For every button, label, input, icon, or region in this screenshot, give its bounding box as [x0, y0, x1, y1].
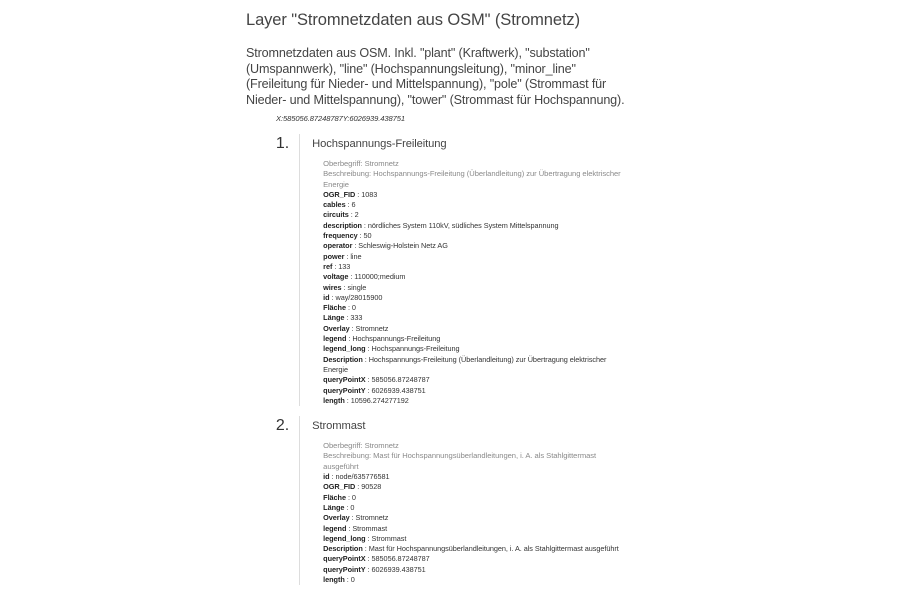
- beschreibung: Beschreibung: Hochspannungs-Freileitung (Überlandleitung) zur Übertragung elektrischer Energie: [323, 169, 621, 189]
- attribute-separator: :: [365, 554, 372, 564]
- attribute-key: length: [323, 395, 345, 405]
- attribute-value: 1083: [361, 189, 378, 199]
- attribute-key: legend: [323, 523, 347, 533]
- attribute-row: [323, 565, 626, 575]
- attribute-separator: :: [346, 334, 353, 344]
- attribute-separator: :: [332, 261, 339, 271]
- attribute-row: [323, 375, 626, 385]
- attribute-key: legend_long: [323, 533, 366, 543]
- attribute-key: queryPointX: [323, 375, 366, 385]
- attribute-separator: :: [345, 200, 352, 210]
- attribute-row: [323, 503, 626, 513]
- attribute-separator: :: [355, 189, 362, 199]
- result-list: [246, 134, 626, 585]
- attribute-row: [323, 575, 626, 585]
- query-coordinates: X:585056.87248787Y:6026939.438751: [276, 114, 406, 123]
- attribute-key: length: [323, 574, 345, 584]
- attribute-value: 0: [351, 303, 356, 313]
- attribute-key: queryPointX: [323, 554, 366, 564]
- attribute-key: Overlay: [323, 513, 350, 523]
- attribute-row: [323, 534, 626, 544]
- attribute-value: Hochspannungs-Freileitung: [352, 334, 441, 344]
- attribute-key: queryPointY: [323, 564, 366, 574]
- attribute-separator: :: [344, 574, 351, 584]
- attribute-key: Fläche: [323, 492, 346, 502]
- attribute-row: [323, 190, 626, 200]
- attribute-row: [323, 386, 626, 396]
- attribute-key: voltage: [323, 272, 349, 282]
- attribute-key: Overlay: [323, 323, 350, 333]
- attribute-key: cables: [323, 200, 346, 210]
- attribute-separator: :: [346, 523, 353, 533]
- attribute-value: nördliches System 110kV, südliches System Mittelspannung: [367, 220, 559, 230]
- attribute-value: 0: [350, 574, 355, 584]
- attribute-separator: :: [362, 354, 369, 364]
- attribute-value: 333: [350, 313, 363, 323]
- attribute-key: legend: [323, 334, 347, 344]
- attribute-key: Description: [323, 544, 363, 554]
- attribute-value: 110000;medium: [354, 272, 406, 282]
- attribute-value: Stromnetz: [355, 513, 389, 523]
- attribute-key: frequency: [323, 231, 358, 241]
- attribute-key: circuits: [323, 210, 349, 220]
- attribute-row: [323, 303, 626, 313]
- attribute-row: [323, 324, 626, 334]
- result-number: 1.: [275, 135, 290, 152]
- attribute-value: 2: [354, 210, 359, 220]
- attribute-separator: :: [329, 472, 336, 482]
- attribute-separator: :: [365, 564, 372, 574]
- attribute-separator: :: [345, 303, 352, 313]
- result-body: [299, 134, 626, 406]
- attribute-value: Hochspannungs-Freileitung (Überlandleitung) zur Übertragung elektrischer Energie: [323, 354, 607, 374]
- attribute-row: [323, 313, 626, 323]
- attribute-separator: :: [361, 220, 368, 230]
- attribute-key: OGR_FID: [323, 482, 356, 492]
- attribute-row: [323, 210, 626, 220]
- result-title: Strommast: [312, 420, 366, 433]
- attribute-row: [323, 482, 626, 492]
- attribute-key: Description: [323, 354, 363, 364]
- attribute-row: [323, 221, 626, 231]
- attribute-value: Schleswig-Holstein Netz AG: [358, 241, 448, 251]
- attribute-value: 10596.274277192: [350, 395, 409, 405]
- attribute-value: Strommast: [352, 523, 388, 533]
- attribute-separator: :: [344, 313, 351, 323]
- attribute-separator: :: [365, 385, 372, 395]
- attribute-row: [323, 396, 626, 406]
- attribute-key: wires: [323, 282, 342, 292]
- attribute-key: OGR_FID: [323, 189, 356, 199]
- attribute-row: [323, 262, 626, 272]
- layer-description: Stromnetzdaten aus OSM. Inkl. "plant" (Kraftwerk), "substation" (Umspannwerk), "line" (Hochspannungsleitung), "minor_line" (Freileitung für Nieder- und Mittelspannung), "pole" (Strommast für Nieder- und Mittelspannung), "tower" (Strommast für Hochspannung).: [246, 46, 625, 107]
- attribute-row: [323, 554, 626, 564]
- result-details: [312, 159, 626, 406]
- attribute-row: [323, 334, 626, 344]
- attribute-key: description: [323, 220, 362, 230]
- attribute-key: Länge: [323, 313, 345, 323]
- attribute-value: 585056.87248787: [371, 375, 430, 385]
- attribute-separator: :: [344, 395, 351, 405]
- attribute-key: Fläche: [323, 303, 346, 313]
- attribute-row: [323, 241, 626, 251]
- attribute-separator: :: [362, 544, 369, 554]
- attribute-row: [323, 544, 626, 554]
- result-item: [246, 134, 626, 406]
- attribute-separator: :: [365, 375, 372, 385]
- attribute-key: queryPointY: [323, 385, 366, 395]
- attribute-value: 0: [350, 502, 355, 512]
- attribute-row: [323, 513, 626, 523]
- attribute-row: [323, 200, 626, 210]
- result-number: 2.: [275, 417, 290, 435]
- attribute-value: 90528: [361, 482, 382, 492]
- layer-title: Layer "Stromnetzdaten aus OSM" (Stromnetz): [246, 11, 580, 29]
- result-item: [246, 416, 626, 585]
- attribute-row: [323, 524, 626, 534]
- oberbegriff: Oberbegriff: Stromnetz: [323, 159, 399, 168]
- attribute-separator: :: [352, 241, 359, 251]
- attribute-key: id: [323, 472, 330, 482]
- attribute-row: [323, 283, 626, 293]
- attribute-separator: :: [345, 492, 352, 502]
- attribute-key: id: [323, 292, 330, 302]
- attribute-value: 6: [351, 200, 356, 210]
- attribute-row: [323, 355, 626, 376]
- attribute-row: [323, 344, 626, 354]
- feature-info-panel: [246, 0, 626, 595]
- attribute-value: 0: [351, 492, 356, 502]
- attribute-separator: :: [365, 533, 372, 543]
- attribute-value: 6026939.438751: [371, 385, 426, 395]
- attribute-key: Länge: [323, 502, 345, 512]
- attribute-key: ref: [323, 261, 333, 271]
- attribute-separator: :: [329, 292, 336, 302]
- attribute-value: way/28015900: [335, 292, 383, 302]
- attribute-list: [323, 472, 626, 585]
- attribute-value: Mast für Hochspannungsüberlandleitungen, i. A. als Stahlgittermast ausgeführt: [368, 544, 619, 554]
- attribute-row: [323, 272, 626, 282]
- attribute-row: [323, 252, 626, 262]
- attribute-row: [323, 293, 626, 303]
- attribute-separator: :: [348, 210, 355, 220]
- attribute-value: Hochspannungs-Freileitung: [371, 344, 460, 354]
- attribute-separator: :: [349, 323, 356, 333]
- attribute-value: Stromnetz: [355, 323, 389, 333]
- attribute-separator: :: [357, 231, 364, 241]
- attribute-row: [323, 231, 626, 241]
- attribute-key: operator: [323, 241, 353, 251]
- attribute-key: legend_long: [323, 344, 366, 354]
- attribute-separator: :: [348, 272, 355, 282]
- attribute-value: 133: [338, 261, 351, 271]
- attribute-separator: :: [355, 482, 362, 492]
- attribute-row: [323, 472, 626, 482]
- attribute-value: line: [350, 251, 362, 261]
- result-details: [312, 441, 626, 585]
- attribute-row: [323, 493, 626, 503]
- attribute-value: 6026939.438751: [371, 564, 426, 574]
- attribute-value: 50: [363, 231, 372, 241]
- attribute-key: power: [323, 251, 345, 261]
- attribute-value: node/635776581: [335, 472, 390, 482]
- attribute-value: single: [347, 282, 367, 292]
- attribute-separator: :: [344, 502, 351, 512]
- attribute-value: Strommast: [371, 533, 407, 543]
- attribute-separator: :: [349, 513, 356, 523]
- result-title: Hochspannungs-Freileitung: [312, 138, 447, 150]
- attribute-separator: :: [341, 282, 348, 292]
- attribute-value: 585056.87248787: [371, 554, 430, 564]
- attribute-separator: :: [344, 251, 351, 261]
- oberbegriff: Oberbegriff: Stromnetz: [323, 441, 399, 451]
- attribute-list: [323, 190, 626, 406]
- attribute-separator: :: [365, 344, 372, 354]
- result-body: [299, 416, 626, 585]
- beschreibung: Beschreibung: Mast für Hochspannungsüberlandleitungen, i. A. als Stahlgittermast ausgeführt: [323, 451, 597, 471]
